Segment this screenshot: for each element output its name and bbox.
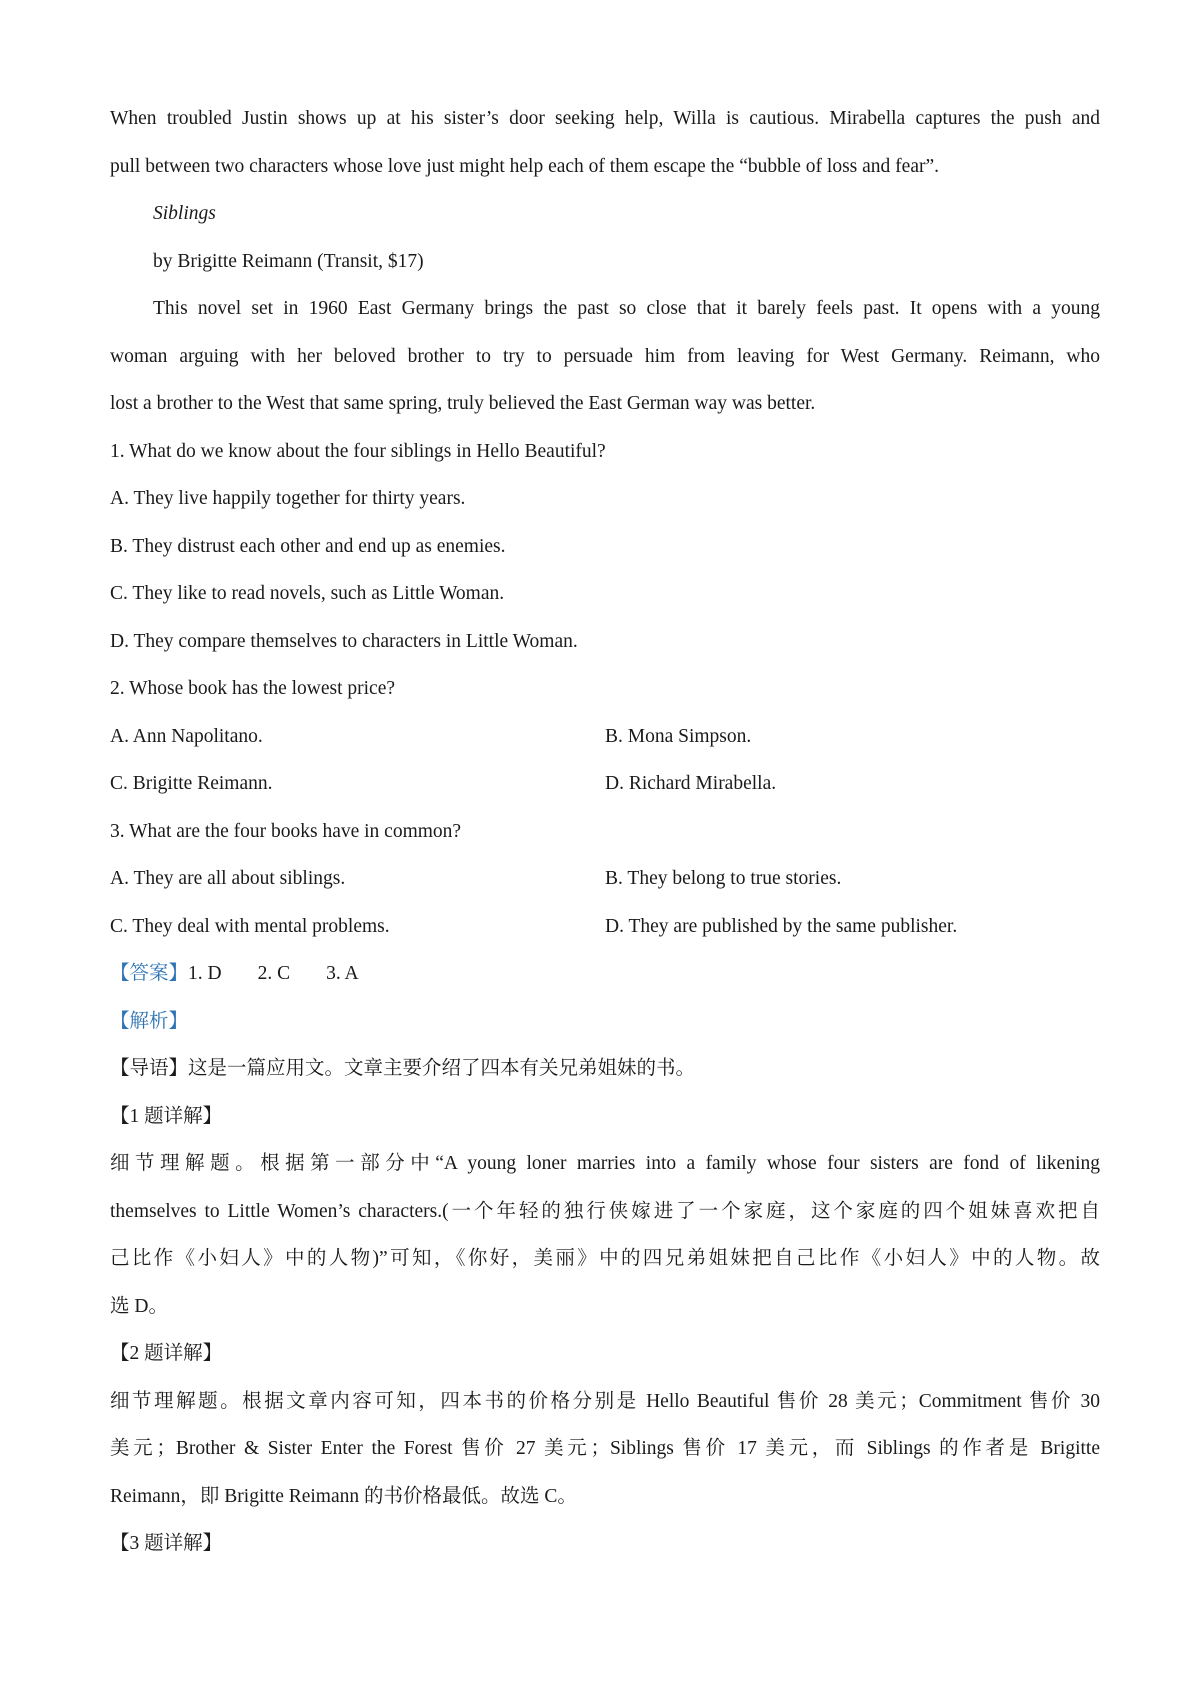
answer-option: D. They compare themselves to characters in Little Woman. <box>110 630 578 652</box>
analysis-text: themselves to Little Women’s characters.(一个年轻的独行侠嫁进了一个家庭，这个家庭的四个姐妹喜欢把自 <box>110 1200 1100 1222</box>
analysis-label: 【解析】 <box>110 1010 189 1032</box>
option-row <box>110 903 1100 951</box>
passage-text: This novel set in 1960 East Germany brings the past so close that it barely feels past. It opens with a young <box>153 298 1100 319</box>
option-row <box>110 713 1100 761</box>
answer-option: C. They like to read novels, such as Little Woman. <box>110 583 505 604</box>
answer-2: 2. C <box>257 963 291 984</box>
analysis-text: 细节理解题。根据第一部分中“A young loner marries into a family whose four sisters are fond of likening <box>110 1153 1100 1174</box>
answer-3: 3. A <box>326 963 359 984</box>
question-stem: 2. Whose book has the lowest price? <box>110 678 396 699</box>
option-row <box>110 855 1100 903</box>
passage-text: lost a brother to the West that same spring, truly believed the East German way was better. <box>110 393 816 414</box>
answer-option: D. Richard Mirabella. <box>605 773 777 794</box>
analysis-text: 细节理解题。根据文章内容可知，四本书的价格分别是 Hello Beautiful 售价 28 美元；Commitment 售价 30 <box>110 1390 1100 1412</box>
answer-option: C. Brigitte Reimann. <box>110 773 273 794</box>
answer-option: D. They are published by the same publisher. <box>605 915 958 937</box>
passage-text: pull between two characters whose love just might help each of them escape the “bubble of loss and fear”. <box>110 155 939 177</box>
q3-heading: 【3 题详解】 <box>110 1533 223 1554</box>
analysis-text: 美元；Brother & Sister Enter the Forest 售价 27 美元；Siblings 售价 17 美元，而 Siblings 的作者是 Brigitte <box>110 1438 1100 1459</box>
answer-option: A. They are all about siblings. <box>110 868 346 889</box>
answer-option: A. They live happily together for thirty years. <box>110 488 466 509</box>
answer-option: B. They belong to true stories. <box>605 868 842 889</box>
analysis-text: 己比作《小妇人》中的人物)”可知，《你好，美丽》中的四兄弟姐妹把自己比作《小妇人》中的人物。故 <box>110 1248 1100 1269</box>
analysis-intro: 【导语】这是一篇应用文。文章主要介绍了四本有关兄弟姐妹的书。 <box>110 1058 696 1079</box>
answer-key <box>110 950 1100 998</box>
answer-option: A. Ann Napolitano. <box>110 725 263 747</box>
answer-option: B. They distrust each other and end up as enemies. <box>110 535 506 557</box>
question-stem: 1. What do we know about the four siblings in Hello Beautiful? <box>110 440 606 462</box>
passage-text: When troubled Justin shows up at his sister’s door seeking help, Willa is cautious. Mirabella captures the push and <box>110 108 1100 129</box>
question-stem: 3. What are the four books have in common? <box>110 820 462 842</box>
option-row <box>110 760 1100 808</box>
answer-option: B. Mona Simpson. <box>605 725 752 747</box>
analysis-text: 选 D。 <box>110 1295 168 1317</box>
q2-heading: 【2 题详解】 <box>110 1343 223 1364</box>
answer-option: C. They deal with mental problems. <box>110 915 390 937</box>
book-byline: by Brigitte Reimann (Transit, $17) <box>153 250 424 272</box>
answer-1: 1. D <box>188 963 222 984</box>
document-page <box>110 95 1100 1568</box>
analysis-text: Reimann，即 Brigitte Reimann 的书价格最低。故选 C。 <box>110 1485 577 1507</box>
answer-label: 【答案】 <box>110 963 189 984</box>
q1-heading: 【1 题详解】 <box>110 1105 223 1127</box>
passage-text: woman arguing with her beloved brother to try to persuade him from leaving for West Germany. Reimann, who <box>110 345 1100 367</box>
book-title: Siblings <box>153 203 216 224</box>
